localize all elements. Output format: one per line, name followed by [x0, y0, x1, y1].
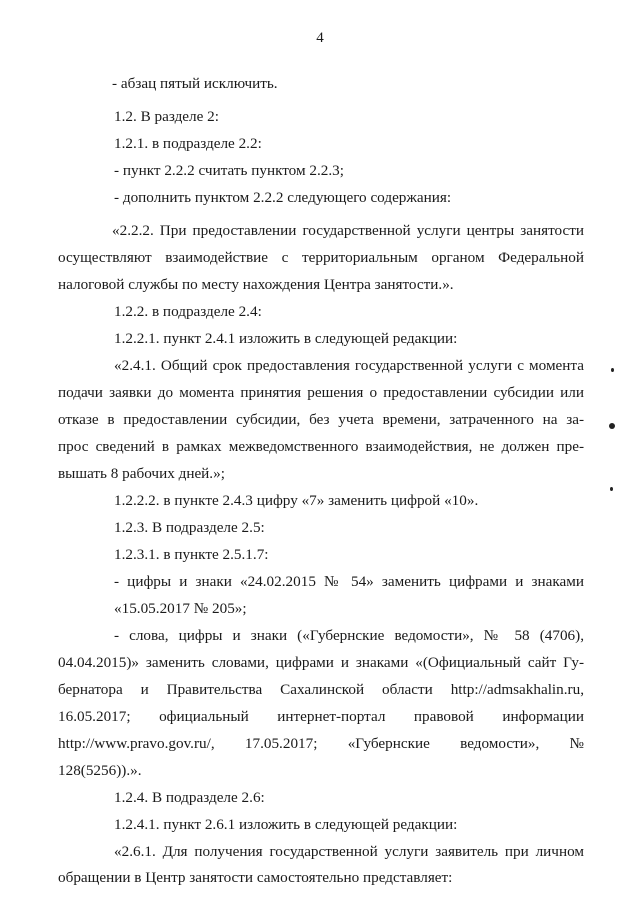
text-line: - пункт 2.2.2 считать пунктом 2.2.3;: [114, 162, 344, 179]
text-line: «15.05.2017 № 205»;: [114, 600, 247, 617]
text-line: «2.6.1. Для получения государственной услуги заявитель при личном: [114, 843, 584, 860]
text-line: вышать 8 рабочих дней.»;: [58, 465, 225, 482]
text-line: http://www.pravo.gov.ru/, 17.05.2017; «Губернские ведомости», №: [58, 735, 584, 752]
text-line: - цифры и знаки «24.02.2015 № 54» заменить цифрами и знаками: [114, 573, 584, 590]
text-line: 1.2.4.1. пункт 2.6.1 изложить в следующей редакции:: [114, 816, 458, 833]
text-line: 16.05.2017; официальный интернет-портал правовой информации: [58, 708, 584, 725]
text-line: «2.4.1. Общий срок предоставления государственной услуги с момента: [114, 357, 584, 374]
text-line: 1.2.3.1. в пункте 2.5.1.7:: [114, 546, 269, 563]
text-line: обращении в Центр занятости самостоятельно представляет:: [58, 869, 453, 886]
text-line: - слова, цифры и знаки («Губернские ведомости», № 58 (4706),: [114, 627, 584, 644]
text-line: подачи заявки до момента принятия решения о предоставлении субсидии или: [58, 384, 584, 401]
text-line: 1.2.3. В подразделе 2.5:: [114, 519, 265, 536]
text-line: налоговой службы по месту нахождения Центра занятости.».: [58, 276, 454, 293]
text-line: 1.2.2.1. пункт 2.4.1 изложить в следующей редакции:: [114, 330, 458, 347]
scan-speck: [609, 423, 615, 429]
text-line: отказе в предоставлении субсидии, без учета времени, затраченного на за-: [58, 411, 584, 428]
text-line: 1.2.2.2. в пункте 2.4.3 цифру «7» заменить цифрой «10».: [114, 492, 479, 509]
text-line: - абзац пятый исключить.: [112, 75, 278, 92]
text-line: прос сведений в рамках межведомственного взаимодействия, не должен пре-: [58, 438, 584, 455]
page-number: 4: [316, 30, 324, 46]
scan-speck: [611, 368, 614, 372]
scan-speck: [610, 487, 613, 491]
text-line: 128(5256)).».: [58, 762, 142, 779]
text-line: 1.2. В разделе 2:: [114, 108, 219, 125]
text-line: «2.2.2. При предоставлении государственной услуги центры занятости: [112, 222, 584, 239]
text-line: осуществляют взаимодействие с территориальным органом Федеральной: [58, 249, 584, 266]
text-line: - дополнить пунктом 2.2.2 следующего содержания:: [114, 189, 452, 206]
text-line: 1.2.4. В подразделе 2.6:: [114, 789, 265, 806]
text-line: 1.2.1. в подразделе 2.2:: [114, 135, 262, 152]
text-line: 1.2.2. в подразделе 2.4:: [114, 303, 262, 320]
text-line: 04.04.2015)» заменить словами, цифрами и знаками «(Официальный сайт Гу-: [58, 654, 584, 671]
text-line: бернатора и Правительства Сахалинской области http://admsakhalin.ru,: [58, 681, 584, 698]
